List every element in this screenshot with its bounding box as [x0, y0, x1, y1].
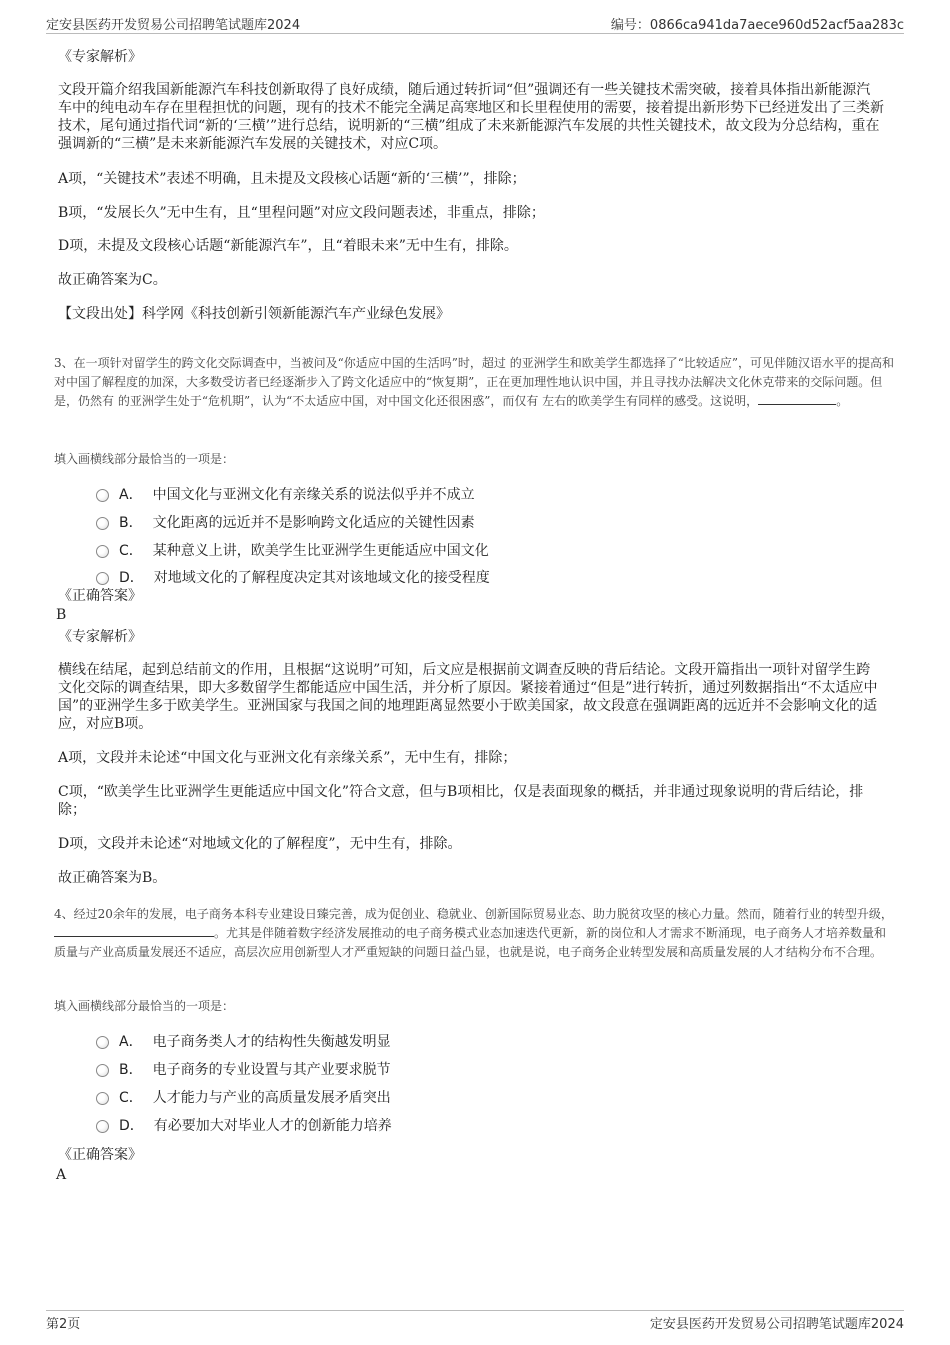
header-divider [46, 33, 904, 34]
prev-option-d-analysis: D项，未提及文段核心话题“新能源汽车”，且“着眼未来”无中生有，排除。 [58, 238, 518, 254]
q3-option-a[interactable]: A． 中国文化与亚洲文化有亲缘关系的说法似乎并不成立 [96, 485, 475, 505]
radio-icon[interactable] [96, 489, 109, 502]
radio-icon[interactable] [96, 1064, 109, 1077]
q3-analysis-label: 《专家解析》 [58, 629, 142, 645]
header-title: 定安县医药开发贸易公司招聘笔试题库2024 [46, 18, 301, 33]
footer-divider [46, 1310, 904, 1311]
q4-blank [54, 924, 214, 937]
q4-option-d[interactable]: D． 有必要加大对毕业人才的创新能力培养 [96, 1116, 392, 1136]
q3-blank [758, 392, 836, 405]
prev-analysis: 文段开篇介绍我国新能源汽车科技创新取得了良好成绩，随后通过转折词“但”强调还有一些关键技术需突破，接着具体指出新能源汽车中的纯电动车存在里程担忧的问题，现有的技术不能完全满足高寒地区和长里程使用的需要，接着提出新形势下已经迸发出了三类新技术，尾句通过指代词“新的‘三横’”进行总结，说明新的“三横”组成了未来新能源汽车发展的共性关键技术，故文段为分总结构，重在强调新的“三横”是未来新能源汽车发展的关键技术，对应C项。 [58, 82, 884, 152]
radio-icon[interactable] [96, 1092, 109, 1105]
q4-option-b[interactable]: B． 电子商务的专业设置与其产业要求脱节 [96, 1060, 391, 1080]
prev-option-a-analysis: A项，“关键技术”表述不明确，且未提及文段核心话题“新的‘三横’”，排除； [58, 171, 526, 187]
prev-option-b-analysis: B项，“发展长久”无中生有，且“里程问题”对应文段问题表述，非重点，排除； [58, 205, 545, 221]
q3-option-c[interactable]: C． 某种意义上讲，欧美学生比亚洲学生更能适应中国文化 [96, 541, 489, 561]
header-code: 编号：0866ca941da7aece960d52acf5aa283c [610, 18, 904, 33]
radio-icon[interactable] [96, 517, 109, 530]
q3-answer-label: 《正确答案》 [58, 588, 142, 604]
prev-source: 【文段出处】科学网《科技创新引领新能源汽车产业绿色发展》 [58, 306, 450, 322]
q4-answer-label: 《正确答案》 [58, 1147, 142, 1163]
q3-prompt: 填入画横线部分最恰当的一项是： [54, 452, 235, 466]
q3-option-a-analysis: A项，文段并未论述“中国文化与亚洲文化有亲缘关系”，无中生有，排除； [58, 750, 517, 766]
q4-prompt: 填入画横线部分最恰当的一项是： [54, 999, 235, 1013]
prev-analysis-label: 《专家解析》 [58, 49, 142, 65]
radio-icon[interactable] [96, 1120, 109, 1133]
footer-page-number: 第2页 [46, 1317, 81, 1332]
q3-conclusion: 故正确答案为B。 [58, 870, 167, 886]
q3-option-c-analysis: C项，“欧美学生比亚洲学生更能适应中国文化”符合文意，但与B项相比，仅是表面现象的概括，并非通过现象说明的背后结论，排除； [58, 784, 864, 818]
q4-option-a[interactable]: A． 电子商务类人才的结构性失衡越发明显 [96, 1032, 391, 1052]
radio-icon[interactable] [96, 572, 109, 585]
q4-answer: A [56, 1167, 67, 1183]
q4-stem: 4、经过20余年的发展，电子商务本科专业建设日臻完善，成为促创业、稳就业、创新国际贸易业态、助力脱贫攻坚的核心力量。然而，随着行业的转型升级，。尤其是伴随着数字经济发展推动的电子商务模式业态加速迭代更新，新的岗位和人才需求不断涌现，电子商务人才培养数量和质量与产业高质量发展还不适应，高层次应用创新型人才严重短缺的问题日益凸显，也就是说，电子商务企业转型发展和高质量发展的人才结构分布不合理。 [54, 907, 893, 959]
radio-icon[interactable] [96, 545, 109, 558]
q3-option-d-analysis: D项，文段并未论述“对地域文化的了解程度”，无中生有，排除。 [58, 836, 462, 852]
prev-conclusion: 故正确答案为C。 [58, 272, 167, 288]
q3-stem: 3、在一项针对留学生的跨文化交际调查中，当被问及“你适应中国的生活吗”时，超过 的亚洲学生和欧美学生都选择了“比较适应”，可见伴随汉语水平的提高和对中国了解程度的加深，大多数受访者已经逐渐步入了跨文化适应中的“恢复期”，正在更加理性地认识中国，并且寻找办法解决文化休克带来的交际问题。但是，仍然有 的亚洲学生处于“危机期”，认为“不太适应中国，对中国文化还很困惑”，而仅有 左右的欧美学生有同样的感受。这说明， 。 [54, 356, 894, 408]
page-footer [46, 1313, 904, 1333]
radio-icon[interactable] [96, 1036, 109, 1049]
q4-option-c[interactable]: C． 人才能力与产业的高质量发展矛盾突出 [96, 1088, 391, 1108]
q3-answer: B [56, 607, 67, 623]
footer-title: 定安县医药开发贸易公司招聘笔试题库2024 [649, 1317, 904, 1332]
q3-option-b[interactable]: B． 文化距离的远近并不是影响跨文化适应的关键性因素 [96, 513, 475, 533]
q3-analysis: 横线在结尾，起到总结前文的作用，且根据“这说明”可知，后文应是根据前文调查反映的背后结论。文段开篇指出一项针对留学生跨文化交际的调查结果，即大多数留学生都能适应中国生活，并分析了原因。紧接着通过“但是”进行转折，通过列数据指出“不太适应中国”的亚洲学生多于欧美学生。亚洲国家与我国之间的地理距离显然要小于欧美国家，故文段意在强调距离的远近并不会影响文化的适应，对应B项。 [58, 662, 878, 732]
q3-option-d[interactable]: D． 对地域文化的了解程度决定其对该地域文化的接受程度 [96, 568, 490, 588]
page-header [46, 14, 904, 34]
